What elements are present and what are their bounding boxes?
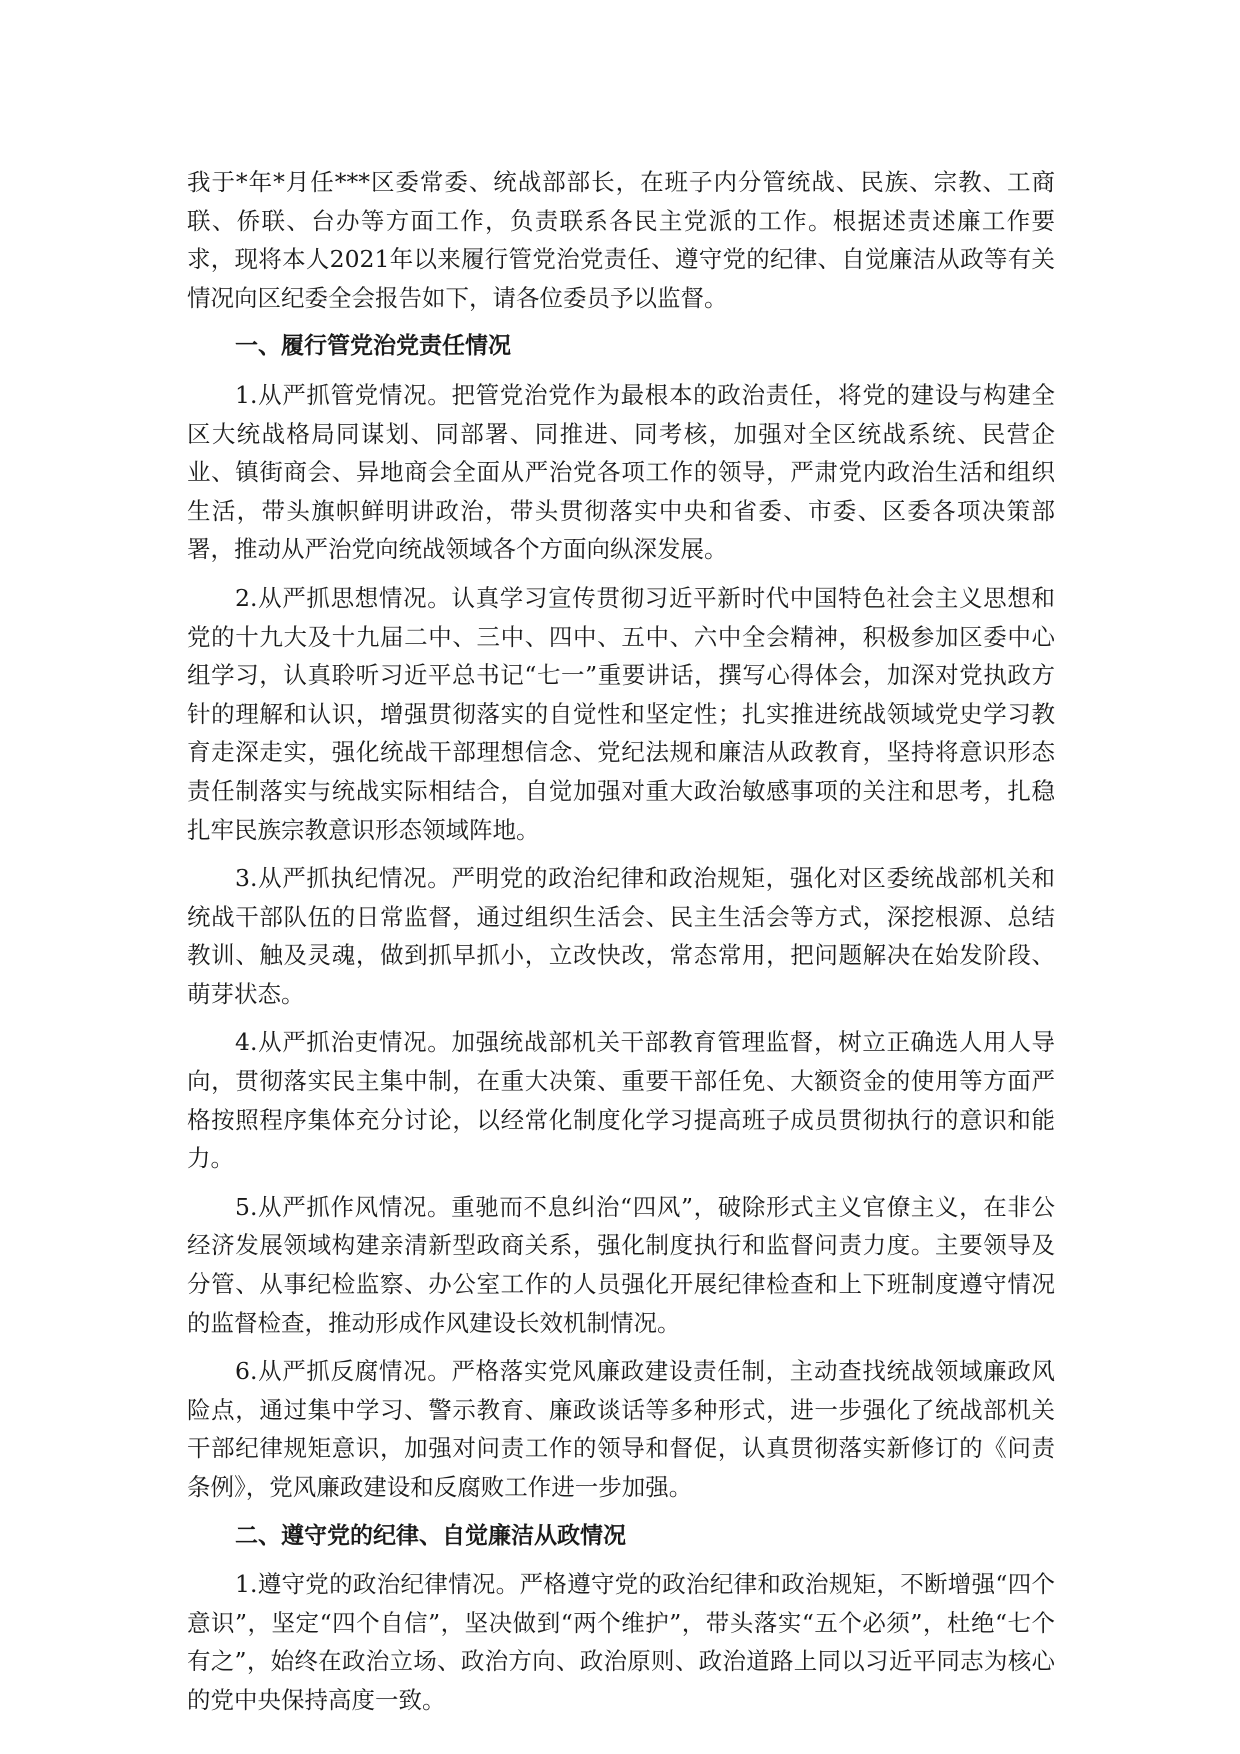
section-1-paragraph-6: 6.从严抓反腐情况。严格落实党风廉政建设责任制，主动查找统战领域廉政风险点，通过集中学习、警示教育、廉政谈话等多种形式，进一步强化了统战部机关干部纪律规矩意识，加强对问责工作的领导和督促，认真贯彻落实新修订的《问责条例》，党风廉政建设和反腐败工作进一步加强。 bbox=[187, 1357, 1055, 1501]
intro-paragraph: 我于*年*月任***区委常委、统战部部长，在班子内分管统战、民族、宗教、工商联、侨联、台办等方面工作，负责联系各民主党派的工作。根据述责述廉工作要求，现将本人2021年以来履行管党治党责任、遵守党的纪律、自觉廉洁从政等有关情况向区纪委全会报告如下，请各位委员予以监督。 bbox=[187, 168, 1055, 312]
section-1-heading: 一、履行管党治党责任情况 bbox=[235, 333, 511, 360]
section-2-paragraph-1: 1.遵守党的政治纪律情况。严格遵守党的政治纪律和政治规矩，不断增强“四个意识”，坚定“四个自信”，坚决做到“两个维护”，带头落实“五个必须”，杜绝“七个有之”，始终在政治立场、政治方向、政治原则、政治道路上同以习近平同志为核心的党中央保持高度一致。 bbox=[187, 1570, 1055, 1714]
section-1-paragraph-1: 1.从严抓管党情况。把管党治党作为最根本的政治责任，将党的建设与构建全区大统战格局同谋划、同部署、同推进、同考核，加强对全区统战系统、民营企业、镇街商会、异地商会全面从严治党各项工作的领导，严肃党内政治生活和组织生活，带头旗帜鲜明讲政治，带头贯彻落实中央和省委、市委、区委各项决策部署，推动从严治党向统战领域各个方面向纵深发展。 bbox=[187, 380, 1055, 564]
section-1-paragraph-4: 4.从严抓治吏情况。加强统战部机关干部教育管理监督，树立正确选人用人导向，贯彻落实民主集中制，在重大决策、重要干部任免、大额资金的使用等方面严格按照程序集体充分讨论，以经常化制度化学习提高班子成员贯彻执行的意识和能力。 bbox=[187, 1028, 1055, 1173]
document-body bbox=[187, 163, 1055, 1730]
section-2-heading: 二、遵守党的纪律、自觉廉洁从政情况 bbox=[235, 1522, 626, 1549]
section-1-paragraph-2: 2.从严抓思想情况。认真学习宣传贯彻习近平新时代中国特色社会主义思想和党的十九大及十九届二中、三中、四中、五中、六中全会精神，积极参加区委中心组学习，认真聆听习近平总书记“七一”重要讲话，撰写心得体会，加深对党执政方针的理解和认识，增强贯彻落实的自觉性和坚定性；扎实推进统战领域党史学习教育走深走实，强化统战干部理想信念、党纪法规和廉洁从政教育，坚持将意识形态责任制落实与统战实际相结合，自觉加强对重大政治敏感事项的关注和思考，扎稳扎牢民族宗教意识形态领域阵地。 bbox=[187, 583, 1055, 844]
section-1-paragraph-3: 3.从严抓执纪情况。严明党的政治纪律和政治规矩，强化对区委统战部机关和统战干部队伍的日常监督，通过组织生活会、民主生活会等方式，深挖根源、总结教训、触及灵魂，做到抓早抓小，立改快改，常态常用，把问题解决在始发阶段、萌芽状态。 bbox=[187, 864, 1055, 1008]
section-1-paragraph-5: 5.从严抓作风情况。重驰而不息纠治“四风”，破除形式主义官僚主义，在非公经济发展领域构建亲清新型政商关系，强化制度执行和监督问责力度。主要领导及分管、从事纪检监察、办公室工作的人员强化开展纪律检查和上下班制度遵守情况的监督检查，推动形成作风建设长效机制情况。 bbox=[187, 1192, 1055, 1337]
